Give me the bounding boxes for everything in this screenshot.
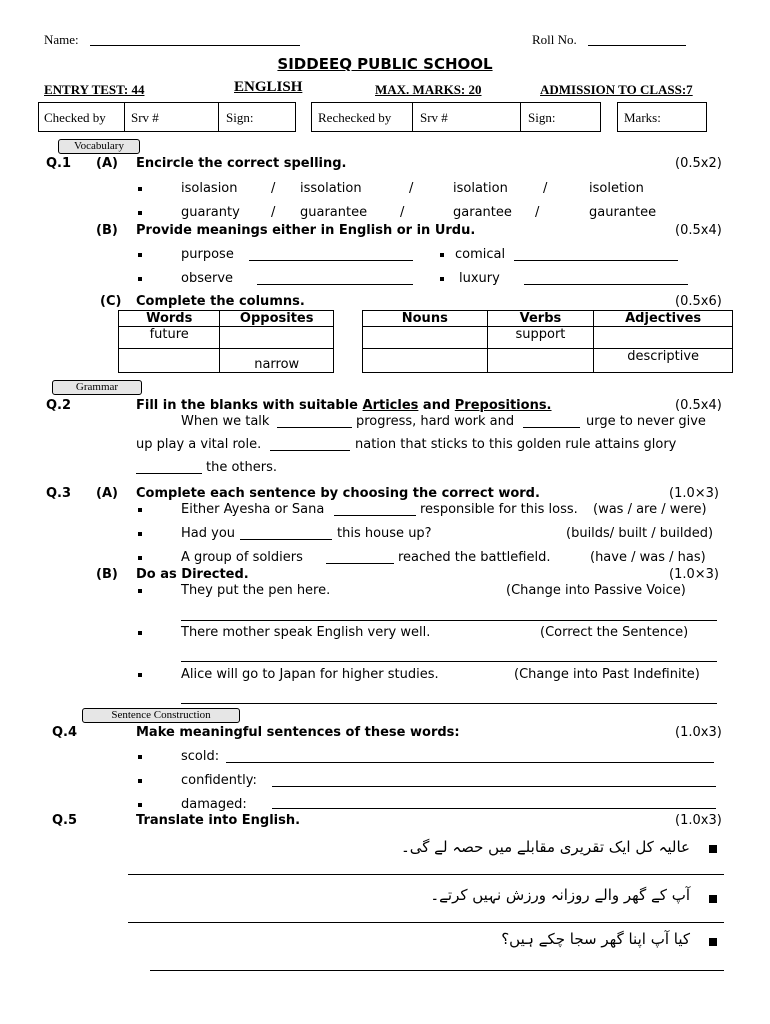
q1a-title: Encircle the correct spelling. (136, 156, 347, 171)
separator: / (271, 181, 276, 196)
vocab-word: observe (181, 271, 234, 286)
table-cell[interactable] (363, 327, 488, 349)
sentence-text: A group of soldiers (181, 550, 303, 565)
q1a-label: (A) (96, 156, 118, 171)
q1c-marks: (0.5x6) (675, 294, 722, 309)
q5-marks: (1.0x3) (675, 813, 722, 828)
subject: ENGLISH (234, 79, 303, 95)
answer-line[interactable] (181, 703, 717, 704)
roll-field[interactable] (588, 45, 686, 46)
divider (218, 102, 219, 132)
bullet (138, 508, 142, 512)
separator: / (535, 205, 540, 220)
q2-text: When we talk (181, 414, 270, 429)
blank[interactable] (334, 515, 416, 516)
word-options: (builds/ built / builded) (566, 526, 714, 541)
max-marks: MAX. MARKS: 20 (375, 82, 482, 97)
directed-sentence: There mother speak English very well. (181, 625, 431, 640)
q3-number: Q.3 (46, 486, 72, 501)
words-opposites-table (118, 310, 334, 373)
vocab-word: luxury (459, 271, 500, 286)
spelling-option[interactable]: isolasion (181, 181, 238, 196)
instruction: (Change into Past Indefinite) (514, 667, 700, 682)
sentence-text: this house up? (337, 526, 432, 541)
q1b-marks: (0.5x4) (675, 223, 722, 238)
urdu-sentence: عالیہ کل ایک تقریری مقابلے میں حصہ لے گی۔ (400, 838, 690, 856)
q3b-title: Do as Directed. (136, 567, 249, 582)
bullet (138, 277, 142, 281)
table-header: Adjectives (594, 311, 733, 327)
entry-test: ENTRY TEST: 44 (44, 82, 145, 97)
sign-label: Sign: (528, 110, 556, 125)
instruction: (Correct the Sentence) (540, 625, 689, 640)
roll-label: Roll No. (532, 32, 577, 47)
urdu-sentence: آپ کے گھر والے روزانہ ورزش نہیں کرتے۔ (430, 886, 690, 904)
bullet (440, 277, 444, 281)
q1b-label: (B) (96, 223, 118, 238)
word-options: (was / are / were) (593, 502, 707, 517)
nouns-verbs-adjectives-table (362, 310, 733, 373)
answer-line[interactable] (128, 922, 724, 923)
bullet (138, 779, 142, 783)
table-cell[interactable]: future (119, 327, 220, 349)
q2-number: Q.2 (46, 398, 72, 413)
answer-line[interactable] (249, 260, 413, 261)
section-sentence-construction: Sentence Construction (82, 708, 240, 723)
table-cell[interactable] (594, 327, 733, 349)
instruction: (Change into Passive Voice) (506, 583, 686, 598)
bullet (138, 187, 142, 191)
sentence-text: reached the battlefield. (398, 550, 551, 565)
q1c-label: (C) (100, 294, 122, 309)
q3a-title: Complete each sentence by choosing the correct word. (136, 486, 540, 501)
table-cell[interactable] (119, 349, 220, 373)
bullet (138, 589, 142, 593)
table-cell[interactable]: support (487, 327, 594, 349)
vocab-word: purpose (181, 247, 234, 262)
bullet (138, 556, 142, 560)
q4-marks: (1.0x3) (675, 725, 722, 740)
divider (412, 102, 413, 132)
srv-label: Srv # (131, 110, 159, 125)
rechecked-by-label: Rechecked by (318, 110, 392, 125)
bullet (440, 253, 444, 257)
blank[interactable] (240, 539, 332, 540)
table-header: Nouns (363, 311, 488, 327)
blank[interactable] (326, 563, 394, 564)
section-vocabulary: Vocabulary (58, 139, 140, 154)
q2-text: urge to never give (586, 414, 706, 429)
table-cell[interactable]: descriptive (594, 349, 733, 373)
bullet (138, 673, 142, 677)
q3a-marks: (1.0×3) (669, 486, 719, 501)
spelling-option[interactable]: isoletion (589, 181, 644, 196)
bullet (138, 532, 142, 536)
spelling-option[interactable]: guarantee (300, 205, 368, 220)
q4-number: Q.4 (52, 725, 78, 740)
answer-line[interactable] (128, 874, 724, 875)
separator: / (400, 205, 405, 220)
sentence-text: responsible for this loss. (420, 502, 578, 517)
q1b-title: Provide meanings either in English or in Urdu. (136, 223, 476, 238)
q3b-label: (B) (96, 567, 118, 582)
vocab-word: comical (455, 247, 506, 262)
q3a-label: (A) (96, 486, 118, 501)
directed-sentence: They put the pen here. (181, 583, 331, 598)
q5-number: Q.5 (52, 813, 78, 828)
q2-text: the others. (206, 460, 278, 475)
answer-line[interactable] (181, 661, 717, 662)
name-field[interactable] (90, 45, 300, 46)
admission-class: ADMISSION TO CLASS:7 (540, 82, 693, 97)
blank[interactable] (136, 473, 202, 474)
bullet (709, 895, 717, 903)
q4-word: damaged: (181, 797, 247, 812)
bullet (138, 755, 142, 759)
q1a-marks: (0.5x2) (675, 156, 722, 171)
school-title: SIDDEEQ PUBLIC SCHOOL (277, 55, 493, 73)
section-grammar: Grammar (52, 380, 142, 395)
separator: / (543, 181, 548, 196)
answer-line[interactable] (272, 808, 716, 809)
bullet (709, 938, 717, 946)
q2-title: Fill in the blanks with suitable Articles and Prepositions. (136, 398, 552, 413)
answer-line[interactable] (150, 970, 724, 971)
q1c-title: Complete the columns. (136, 294, 305, 309)
bullet (709, 845, 717, 853)
table-header: Verbs (487, 311, 594, 327)
q3b-marks: (1.0×3) (669, 567, 719, 582)
blank[interactable] (270, 450, 350, 451)
bullet (138, 803, 142, 807)
answer-line[interactable] (181, 620, 717, 621)
sentence-text: Either Ayesha or Sana (181, 502, 325, 517)
q4-word: scold: (181, 749, 220, 764)
marks-label: Marks: (624, 110, 661, 125)
separator: / (409, 181, 414, 196)
q2-text: progress, hard work and (356, 414, 515, 429)
q4-title: Make meaningful sentences of these words: (136, 725, 460, 740)
spelling-option[interactable]: isolation (453, 181, 508, 196)
spelling-option[interactable]: guaranty (181, 205, 240, 220)
directed-sentence: Alice will go to Japan for higher studies. (181, 667, 439, 682)
divider (520, 102, 521, 132)
table-cell[interactable] (220, 327, 334, 349)
answer-line[interactable] (272, 786, 716, 787)
q2-text: nation that sticks to this golden rule attains glory (355, 437, 677, 452)
divider (124, 102, 125, 132)
checked-by-label: Checked by (44, 110, 106, 125)
table-header: Opposites (220, 311, 334, 327)
q4-word: confidently: (181, 773, 257, 788)
name-label: Name: (44, 32, 79, 47)
q5-title: Translate into English. (136, 813, 301, 828)
blank[interactable] (277, 427, 352, 428)
urdu-sentence: کیا آپ اپنا گھر سجا چکے ہیں؟ (501, 930, 690, 948)
q2-text: up play a vital role. (136, 437, 262, 452)
sentence-text: Had you (181, 526, 236, 541)
table-cell[interactable] (487, 349, 594, 373)
answer-line[interactable] (524, 284, 688, 285)
word-options: (have / was / has) (590, 550, 706, 565)
separator: / (271, 205, 276, 220)
spelling-option[interactable]: garantee (453, 205, 512, 220)
table-cell[interactable] (363, 349, 488, 373)
blank[interactable] (523, 427, 580, 428)
q2-marks: (0.5x4) (675, 398, 722, 413)
answer-line[interactable] (257, 284, 413, 285)
sign-label: Sign: (226, 110, 254, 125)
bullet (138, 253, 142, 257)
srv-label: Srv # (420, 110, 448, 125)
table-cell[interactable]: narrow (220, 349, 334, 373)
spelling-option[interactable]: gaurantee (589, 205, 657, 220)
bullet (138, 211, 142, 215)
table-header: Words (119, 311, 220, 327)
answer-line[interactable] (514, 260, 678, 261)
spelling-option[interactable]: issolation (300, 181, 362, 196)
q1-number: Q.1 (46, 156, 72, 171)
answer-line[interactable] (226, 762, 714, 763)
bullet (138, 631, 142, 635)
